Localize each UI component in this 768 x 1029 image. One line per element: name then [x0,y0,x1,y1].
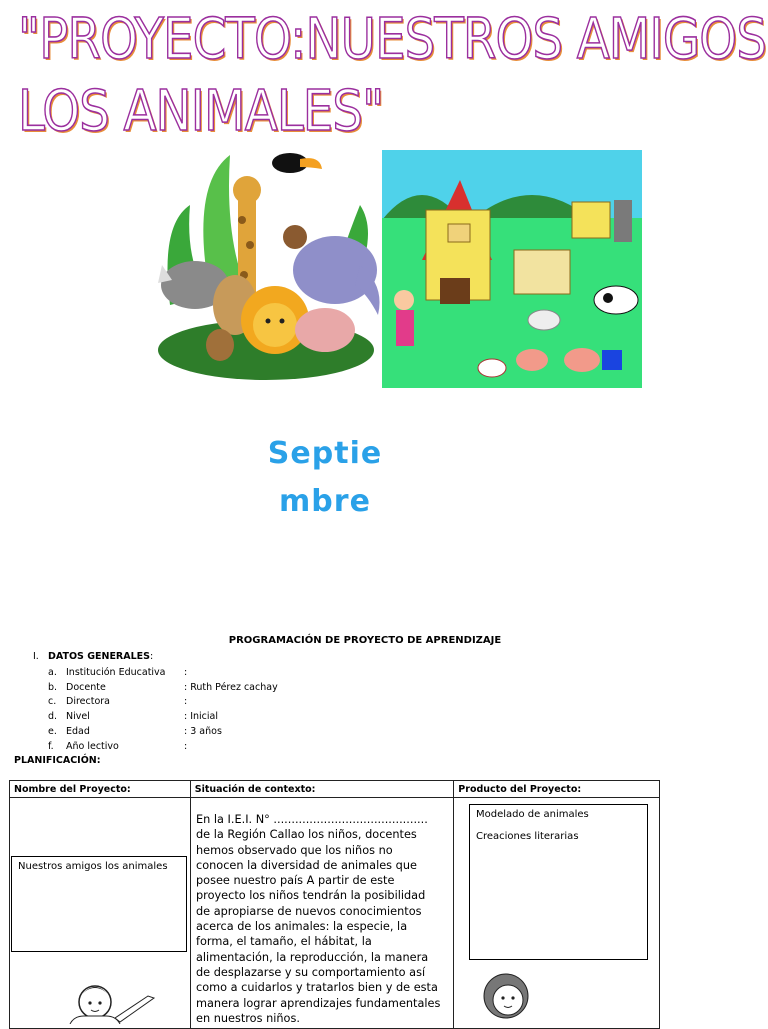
context-line: acerca de los animales: la especie, la [196,920,408,934]
general-data-row [48,694,187,709]
row-value: : Inicial [184,711,219,722]
child-pointing-illustration [60,976,170,1024]
table-header-row [10,781,660,798]
general-data-row [48,724,222,739]
month-label [240,430,410,526]
context-line: En la I.E.I. N° ........................................... [196,813,428,826]
context-text [196,812,452,1026]
row-label: Institución Educativa [66,667,166,678]
context-line: conocen la diversidad de animales que [196,858,417,872]
product-item: Creaciones literarias [476,831,579,842]
row-value: : [184,741,188,752]
row-value: : 3 años [184,726,222,737]
planning-heading: PLANIFICACIÓN: [14,755,101,766]
row-letter: d. [48,711,58,722]
month-line-1: Septie [267,436,383,471]
general-data-suffix: : [150,651,154,662]
product-item: Modelado de animales [476,809,589,820]
context-line: de la Región Callao los niños, docentes [196,828,417,842]
document-heading: PROGRAMACIÓN DE PROYECTO DE APRENDIZAJE [228,635,502,646]
cover-title-line-2: LOS ANIMALES" [18,79,384,144]
row-label: Edad [66,726,90,737]
cover-title [18,4,767,148]
row-label: Año lectivo [66,741,119,752]
project-name-box [11,856,187,952]
header-context: Situación de contexto: [190,781,454,798]
general-data-title: DATOS GENERALES [48,651,150,662]
context-line: forma, el tamaño, el hábitat, la [196,935,372,949]
context-line: de apropiarse de nuevos conocimientos [196,904,422,918]
general-data-row [48,665,187,680]
month-line-2: mbre [279,484,371,519]
general-data-row [48,680,278,695]
row-label: Nivel [66,711,90,722]
row-letter: b. [48,682,58,693]
context-line: de desplazarse y su comportamiento así [196,965,426,979]
context-line: alimentación, la reproducción, la manera [196,950,429,964]
context-line: manera lograr aprendizajes fundamentales [196,996,441,1010]
farm-illustration [382,150,642,388]
context-line: posee nuestro país A partir de este [196,874,395,888]
general-data-row [48,709,218,724]
row-label: Directora [66,696,110,707]
context-line: como a cuidarlos y tratarlos bien y de esta [196,981,438,995]
row-value: : [184,667,188,678]
row-letter: a. [48,667,57,678]
project-name-text: Nuestros amigos los animales [18,861,168,872]
row-label: Docente [66,682,106,693]
product-box [469,804,648,960]
girl-illustration [462,964,550,1024]
general-data-heading [33,651,153,662]
general-data-row [48,739,187,754]
general-data-numeral: I. [33,651,39,662]
row-letter: f. [48,741,54,752]
header-project-name: Nombre del Proyecto: [10,781,191,798]
zoo-animals-illustration [150,145,382,390]
context-line: hemos observado que los niños no [196,843,393,857]
row-letter: c. [48,696,57,707]
cover-title-line-1: "PROYECTO:NUESTROS AMIGOS [18,7,767,72]
context-line: proyecto los niños tendrán la posibilidad [196,889,426,903]
row-letter: e. [48,726,57,737]
row-value: : Ruth Pérez cachay [184,682,278,693]
context-line: en nuestros niños. [196,1011,300,1025]
header-product: Producto del Proyecto: [454,781,660,798]
row-value: : [184,696,188,707]
